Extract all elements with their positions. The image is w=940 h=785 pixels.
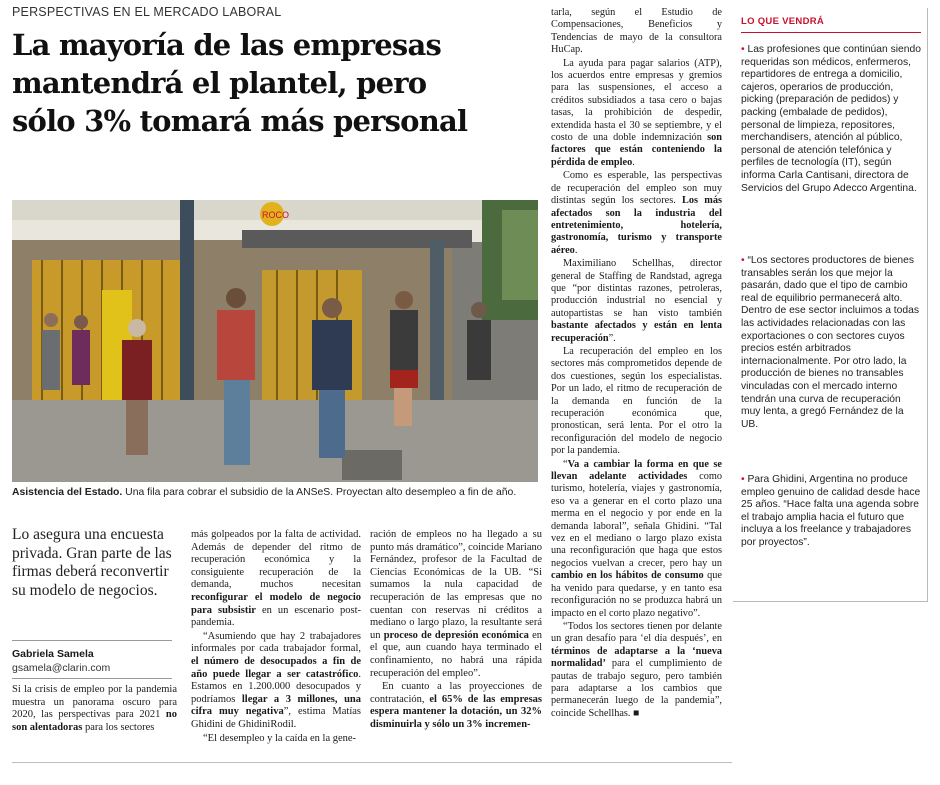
photo-illustration [12, 200, 538, 482]
headline-line-1: La mayoría de las empresas [12, 28, 441, 62]
sidebar-title-rule [741, 32, 921, 33]
author-email[interactable]: gsamela@clarin.com [12, 662, 111, 674]
bullet-icon: • [741, 44, 745, 55]
paragraph: más golpeados por la falta de actividad. Además de depender del ritmo de recuperación económica y la consiguiente recuperación de la demanda, muchos necesitan reconfigurar el modelo de negocio para subsistir en un escenario post-pandemia. [191, 529, 361, 629]
sidebar-item-3: • Para Ghidini, Argentina no produce empleo genuino de calidad desde hace 25 años. “Hace falta una agenda sobre el trabajo amplia hacia el futuro que incluya a los freelance y trabajadores por proyectos”. [741, 474, 921, 548]
news-photo [12, 200, 538, 482]
author-name: Gabriela Samela [12, 648, 94, 660]
photo-caption [12, 487, 538, 498]
body-column-4 [551, 7, 722, 721]
shop-sign: ROCO [262, 210, 289, 220]
bullet-icon: • [741, 474, 745, 485]
headline-line-2: mantendrá el plantel, pero [12, 66, 427, 100]
headline-line-3: sólo 3% tomará más personal [12, 104, 468, 138]
sidebar-title: LO QUE VENDRÁ [741, 16, 825, 27]
body-column-1 [12, 684, 177, 735]
body-column-3 [370, 529, 542, 733]
body-column-2 [191, 529, 361, 746]
paragraph: “Asumiendo que hay 2 trabajadores informales por cada trabajador formal, el número de desocupados a fin de año puede llegar a ser catastrófico. Estamos en 1.200.000 desocupados y podríamos llegar a 3 millones, una cifra muy negativa”, estima Matías Ghidini de GhidiniRodil. [191, 630, 361, 730]
paragraph: La ayuda para pagar salarios (ATP), los acuerdos entre empresas y gremios para las suspensiones, el acceso a créditos subsidiados a tasa cero o bajas tasas, la prohibición de despedir, extendida hasta el 30 se septiembre, y el costo de una doble indemnización son factores que están conteniendo la pérdida de empleo. [551, 57, 722, 168]
bullet-icon: • [741, 255, 745, 266]
caption-lead: Asistencia del Estado. [12, 487, 123, 498]
paragraph: La recuperación del empleo en los sectores más comprometidos depende de dos cuestiones, según los especialistas. Por un lado, el ritmo de recuperación de la demanda en función de la recuperación económica que, pronostican, será lenta. Por el otro la reconfiguración del modelo de negocio por la pandemia. [551, 345, 722, 457]
paragraph: Como es esperable, las perspectivas de recuperación del empleo son muy distintas según los sectores. Los más afectados son la industria del entretenimiento, hotelería, gastronomía, turismo y transporte aéreo. [551, 170, 722, 256]
paragraph: Si la crisis de empleo por la pandemia muestra un panorama oscuro para 2020, las perspectivas para 2021 no son alentadoras para los sectores [12, 684, 177, 733]
author-rule [12, 640, 172, 641]
author-rule-bottom [12, 678, 172, 679]
paragraph: “El desempleo y la caída en la gene- [203, 732, 357, 744]
paragraph: “Va a cambiar la forma en que se llevan adelante actividades como turismo, hotelería, viajes y gastronomía, eso va a generar en el corto plazo una merma en el negocio y por ende en la demanda laboral”, señala Ghidini. “Tal vez en el mediano o largo plazo exista una reconfiguración que haga que estos negocios vuelvan a crecer, pero hay un cambio en los hábitos de consumo que ha venido para quedarse, y en tanto esa reconfiguración no se produzca habrá un impacto en el corto plazo negativo”. [551, 458, 722, 619]
paragraph: En cuanto a las proyecciones de contratación, el 65% de las empresas espera mantener la dotación, un 32% disminuirla y sólo un 3% incremen- [370, 681, 542, 730]
caption-text: Una fila para cobrar el subsidio de la ANSeS. Proyectan alto desempleo a fin de año. [122, 487, 517, 498]
section-kicker: PERSPECTIVAS EN EL MERCADO LABORAL [12, 5, 282, 19]
paragraph: tarla, según el Estudio de Compensaciones, Beneficios y Tendencias de mayo de la consultora HuCap. [551, 7, 722, 56]
paragraph: ración de empleos no ha llegado a su punto más dramático”, coincide Mariano Fernández, profesor de la Facultad de Ciencias Económicas de la UB. “Si sumamos la nula capacidad de recuperación de las empresas que no cuentan con reservas ni créditos a mediano o largo plazo, la resultante será un proceso de depresión económica en el que, aun cuando haya terminado el confinamiento, no habrá una rápida recuperación del empleo”. [370, 529, 542, 679]
intro-deck: Lo asegura una encuesta privada. Gran parte de las firmas deberá reconvertir su modelo de negocios. [12, 526, 172, 599]
page-bottom-rule [12, 762, 732, 763]
paragraph: Maximiliano Schellhas, director general de Staffing de Randstad, agrega que “por distintas razones, petroleras, producción industrial no esencial y autopartistas se han visto también bastante afectados y están en lenta recuperación”. [551, 258, 722, 344]
sidebar-item-1: • Las profesiones que continúan siendo requeridas son médicos, enfermeros, repartidores de entrega a domicilio, cajeros, operarios de producción, picking (preparación de pedidos) y packing (embalade de pedidos), personal de limpieza, repositores, merchandisers, atención al público, personal de atención telefónica y perfiles de tecnología (IT), según informa Carla Cantisani, directora de Servicios del Grupo Adecco Argentina. [741, 44, 921, 194]
headline [12, 26, 532, 140]
paragraph: “Todos los sectores tienen por delante un gran desafío para ‘el día después’, en términos de adaptarse a la ‘nueva normalidad’ para el cumplimiento de pautas de trabajo seguro, pero también para adaptarse a los cambios que permanecerán luego de la pandemia”, coincide Schellhas. ■ [551, 620, 722, 719]
sidebar-item-2: • “Los sectores productores de bienes transables serán los que mejor la pasarán, dado que el tipo de cambio real de equilibrio permanecerá alto. Dentro de ese sector incluimos a todas las actividades relacionadas con las exportaciones o con sectores cuyos precios estén arbitrados internacionalmente. Por otro lado, la producción de bienes no transables vinculadas con el mercado interno tendrán una curva de recuperación muy lenta, a gregó Fernández de la UB. [741, 255, 919, 430]
